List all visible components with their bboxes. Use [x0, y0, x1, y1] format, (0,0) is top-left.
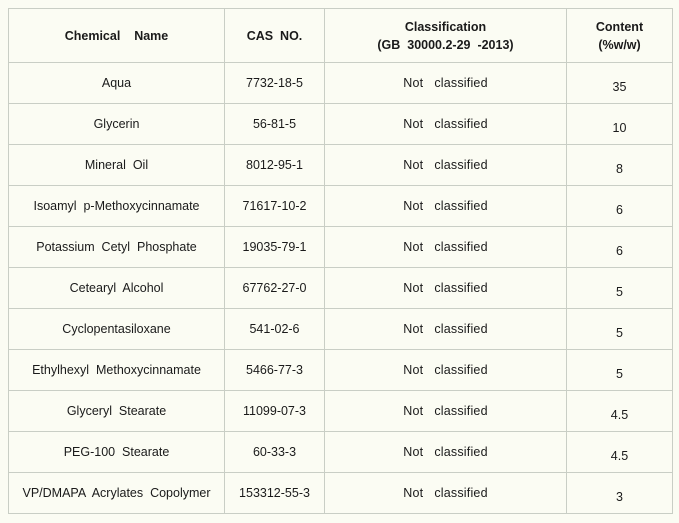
classification-cell-text: Not classified [403, 445, 488, 459]
table-row [9, 473, 673, 514]
cas-number-cell-text: 67762-27-0 [242, 281, 307, 295]
classification-cell-text: Not classified [403, 486, 488, 500]
table-body [9, 63, 673, 514]
content-cell [567, 227, 673, 268]
classification-cell-text: Not classified [403, 240, 488, 254]
chemical-name-cell [9, 63, 225, 104]
table-row [9, 227, 673, 268]
table-row [9, 186, 673, 227]
chemical-name-cell [9, 473, 225, 514]
content-cell [567, 350, 673, 391]
header-cas-no-label: CAS NO. [246, 28, 303, 43]
chemical-name-cell-text: Ethylhexyl Methoxycinnamate [32, 363, 201, 377]
cas-number-cell-text: 7732-18-5 [246, 76, 303, 90]
cas-number-cell [225, 391, 325, 432]
content-cell [567, 473, 673, 514]
content-cell-text: 3 [616, 490, 623, 504]
classification-cell [325, 309, 567, 350]
header-content [567, 9, 673, 63]
cas-number-cell [225, 350, 325, 391]
classification-cell [325, 186, 567, 227]
header-cas-no [225, 9, 325, 63]
classification-cell-text: Not classified [403, 404, 488, 418]
chemical-name-cell [9, 350, 225, 391]
chemical-name-cell-text: PEG-100 Stearate [63, 445, 170, 459]
chemical-name-cell-text: Glycerin [93, 117, 140, 131]
content-cell-text: 5 [616, 367, 623, 381]
classification-cell-text: Not classified [403, 76, 488, 90]
chemical-name-cell-text: Cetearyl Alcohol [69, 281, 164, 295]
cas-number-cell-text: 19035-79-1 [242, 240, 307, 254]
classification-cell [325, 268, 567, 309]
content-cell [567, 104, 673, 145]
cas-number-cell [225, 104, 325, 145]
chemical-name-cell [9, 227, 225, 268]
classification-cell-text: Not classified [403, 117, 488, 131]
chemical-name-cell [9, 309, 225, 350]
cas-number-cell-text: 11099-07-3 [242, 404, 306, 418]
cas-number-cell [225, 145, 325, 186]
content-cell [567, 145, 673, 186]
table-row [9, 268, 673, 309]
table-row [9, 104, 673, 145]
cas-number-cell [225, 432, 325, 473]
header-content-label: Content [595, 19, 644, 34]
table-row [9, 145, 673, 186]
cas-number-cell [225, 268, 325, 309]
classification-cell [325, 391, 567, 432]
classification-cell [325, 63, 567, 104]
content-cell-text: 8 [616, 162, 623, 176]
content-cell-text: 4.5 [610, 449, 629, 463]
header-classification-label: Classification [404, 19, 487, 34]
content-cell-text: 35 [612, 80, 627, 94]
chemical-name-cell-text: VP/DMAPA Acrylates Copolymer [22, 486, 211, 500]
content-cell [567, 309, 673, 350]
chemical-name-cell-text: Aqua [101, 76, 132, 90]
header-chemical-name-label: Chemical Name [64, 28, 169, 43]
content-cell-text: 6 [616, 203, 623, 217]
classification-cell [325, 104, 567, 145]
content-cell [567, 268, 673, 309]
classification-cell [325, 473, 567, 514]
cas-number-cell [225, 227, 325, 268]
classification-cell [325, 350, 567, 391]
cas-number-cell-text: 60-33-3 [252, 445, 297, 459]
classification-cell-text: Not classified [403, 281, 488, 295]
classification-cell [325, 432, 567, 473]
classification-cell-text: Not classified [403, 363, 488, 377]
chemical-name-cell [9, 268, 225, 309]
cas-number-cell [225, 63, 325, 104]
chemical-name-cell [9, 432, 225, 473]
content-cell [567, 186, 673, 227]
content-cell-text: 5 [616, 285, 623, 299]
cas-number-cell [225, 186, 325, 227]
header-chemical-name [9, 9, 225, 63]
table-row [9, 432, 673, 473]
content-cell-text: 5 [616, 326, 623, 340]
chemical-name-cell-text: Isoamyl p-Methoxycinnamate [33, 199, 200, 213]
classification-cell-text: Not classified [403, 322, 488, 336]
header-classification [325, 9, 567, 63]
table-row [9, 309, 673, 350]
cas-number-cell-text: 5466-77-3 [246, 363, 303, 377]
cas-number-cell-text: 56-81-5 [252, 117, 297, 131]
chemical-name-cell-text: Mineral Oil [84, 158, 149, 172]
chemical-name-cell-text: Potassium Cetyl Phosphate [36, 240, 197, 254]
content-cell [567, 63, 673, 104]
content-cell [567, 391, 673, 432]
cas-number-cell-text: 541-02-6 [249, 322, 300, 336]
content-cell-text: 10 [612, 121, 627, 135]
content-cell-text: 6 [616, 244, 623, 258]
chemical-name-cell [9, 391, 225, 432]
header-row [9, 9, 673, 63]
content-cell-text: 4.5 [610, 408, 629, 422]
chemical-name-cell [9, 104, 225, 145]
cas-number-cell [225, 473, 325, 514]
chemical-name-cell [9, 186, 225, 227]
table-row [9, 391, 673, 432]
chemical-name-cell-text: Cyclopentasiloxane [62, 322, 171, 336]
chemical-name-cell-text: Glyceryl Stearate [66, 404, 167, 418]
classification-cell-text: Not classified [403, 199, 488, 213]
classification-cell-text: Not classified [403, 158, 488, 172]
cas-number-cell [225, 309, 325, 350]
cas-number-cell-text: 71617-10-2 [242, 199, 307, 213]
cas-number-cell-text: 8012-95-1 [246, 158, 303, 172]
header-classification-standard: (GB 30000.2-29 -2013) [377, 37, 514, 52]
content-cell [567, 432, 673, 473]
chemical-name-cell [9, 145, 225, 186]
table-row [9, 63, 673, 104]
chemical-composition-table [8, 8, 673, 514]
cas-number-cell-text: 153312-55-3 [239, 486, 310, 500]
classification-cell [325, 227, 567, 268]
classification-cell [325, 145, 567, 186]
table-row [9, 350, 673, 391]
header-content-unit: (%w/w) [598, 37, 641, 52]
